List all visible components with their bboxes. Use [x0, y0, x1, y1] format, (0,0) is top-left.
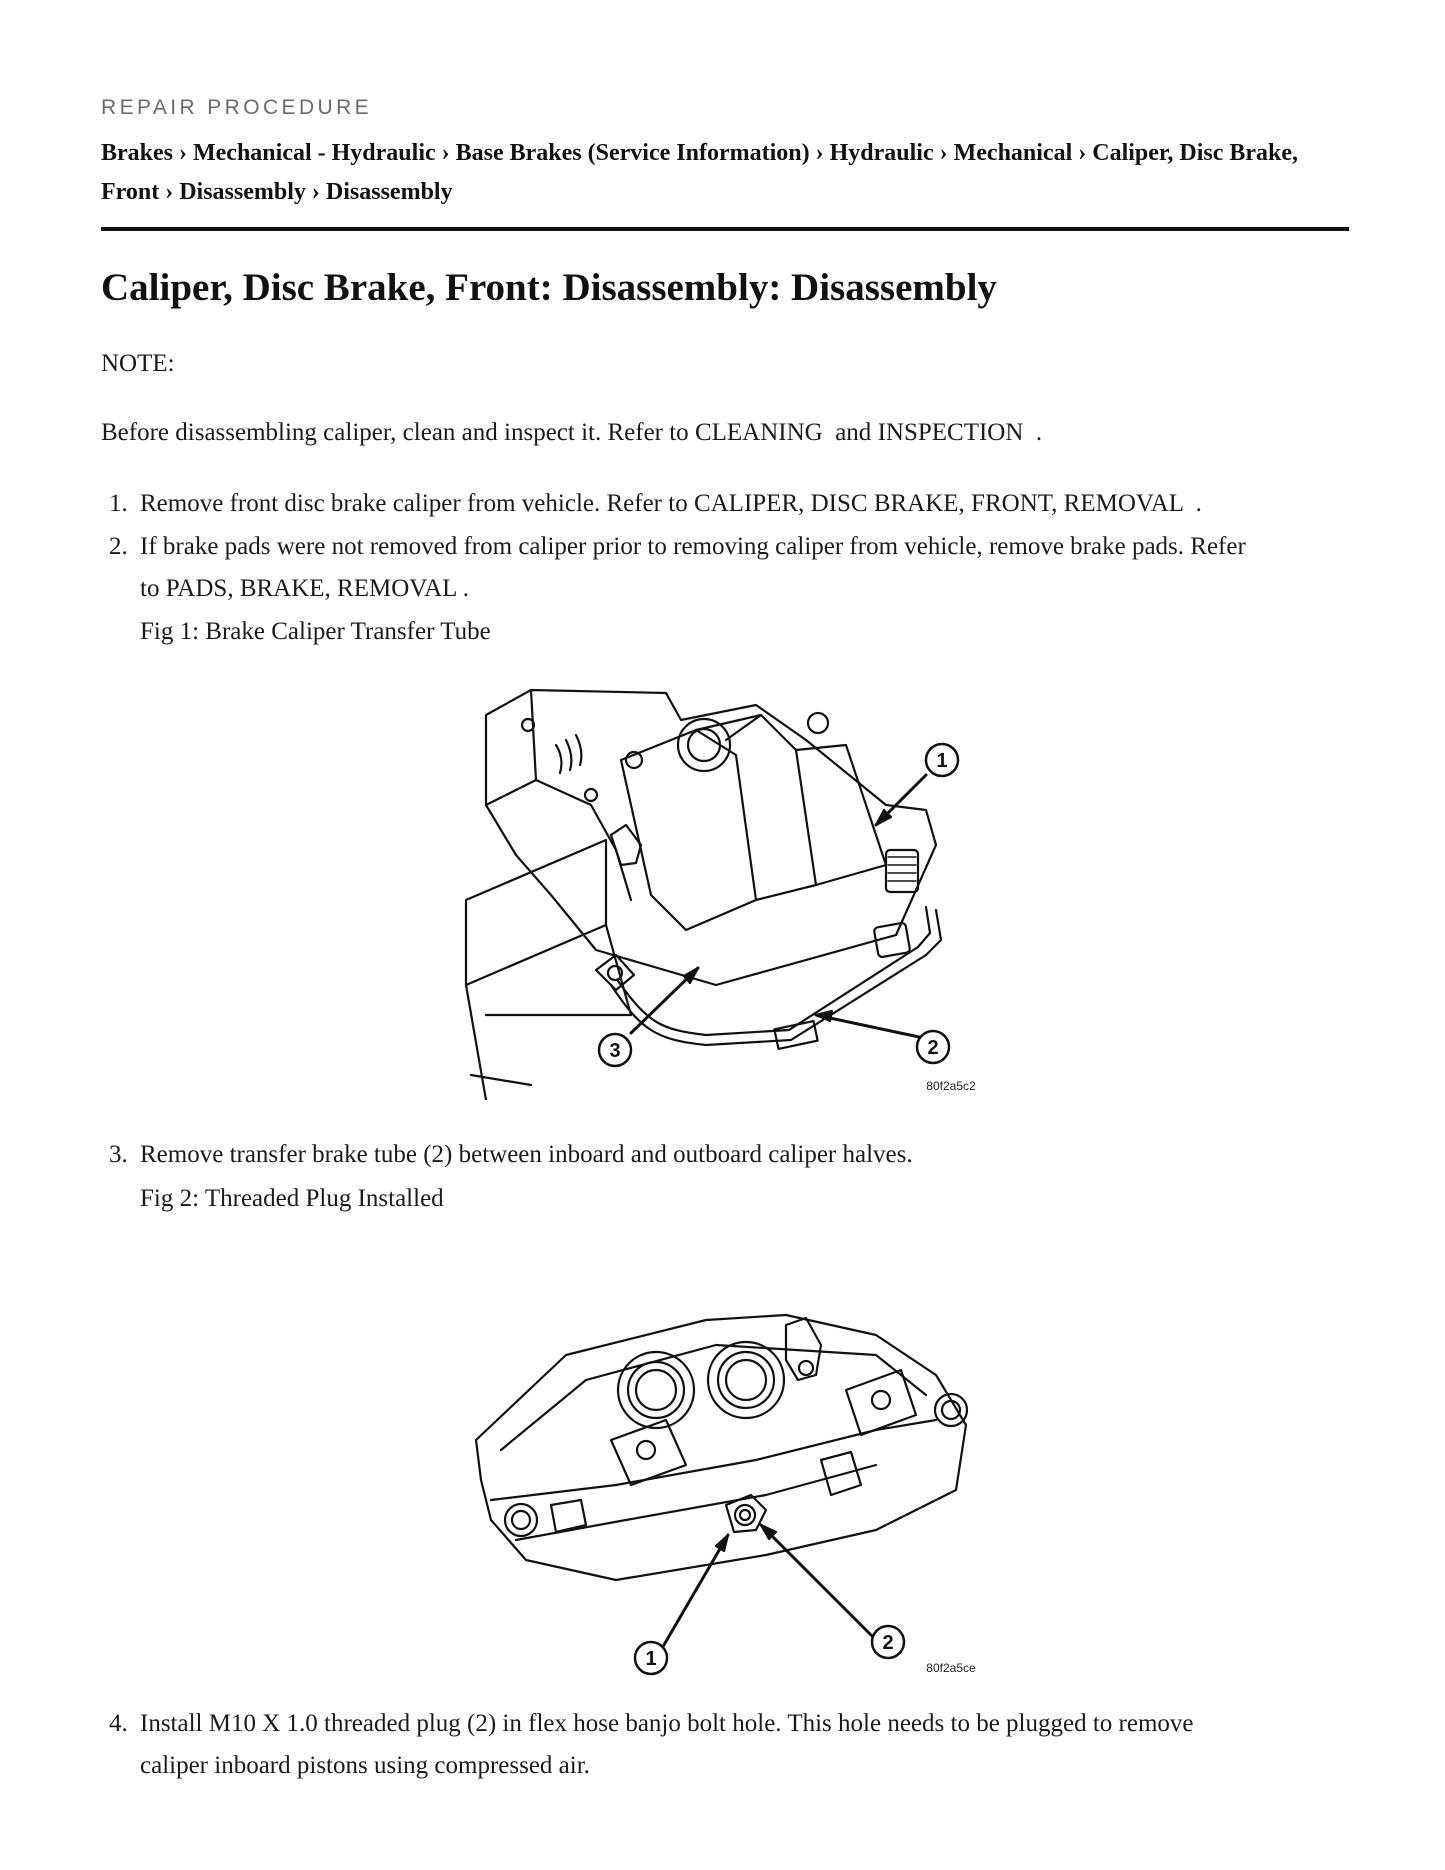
callout-2: 2 — [927, 1037, 939, 1059]
breadcrumb-separator: › — [311, 179, 320, 205]
step-text: Remove transfer brake tube (2) between inboard and outboard caliper halves. — [140, 1141, 913, 1168]
breadcrumb-separator: › — [939, 140, 948, 166]
step-number: 1. — [109, 490, 128, 517]
breadcrumb-separator: › — [179, 140, 187, 166]
callout-2: 2 — [882, 1632, 894, 1654]
figure-2-id: 80f2a5ce — [926, 1661, 976, 1675]
page-title: Caliper, Disc Brake, Front: Disassembly: Disassembly — [101, 266, 997, 309]
breadcrumb-item-disassembly[interactable]: Disassembly — [179, 179, 306, 205]
callout-1: 1 — [936, 750, 948, 772]
breadcrumb-separator: › — [441, 140, 450, 166]
breadcrumb — [101, 134, 1351, 212]
header-divider — [101, 227, 1349, 231]
breadcrumb-separator: › — [165, 179, 174, 205]
note-label: NOTE: — [101, 350, 175, 377]
note-text-mid: and — [822, 419, 878, 446]
step-text: Remove front disc brake caliper from vehicle. Refer to CALIPER, DISC BRAKE, FRONT, REMOVAL . — [140, 490, 1202, 517]
figure-2-image — [456, 1300, 1136, 1680]
breadcrumb-item-hydraulic[interactable]: Hydraulic — [829, 140, 934, 166]
cleaning-link[interactable]: CLEANING — [694, 419, 823, 446]
figure-1-image — [456, 685, 1136, 1100]
figure-2-caption: Fig 2: Threaded Plug Installed — [140, 1185, 444, 1212]
breadcrumb-item-disassembly-current[interactable]: Disassembly — [325, 179, 453, 205]
breadcrumb-separator: › — [815, 140, 824, 166]
step-number: 2. — [109, 533, 128, 560]
step-text-line-1: If brake pads were not removed from caliper prior to removing caliper from vehicle, remove brake pads. Refer — [140, 533, 1246, 560]
figure-1-caption: Fig 1: Brake Caliper Transfer Tube — [140, 618, 491, 645]
section-kicker: REPAIR PROCEDURE — [101, 96, 373, 119]
callout-3: 3 — [609, 1040, 621, 1062]
breadcrumb-item-mechanical[interactable]: Mechanical — [953, 140, 1073, 166]
step-number: 4. — [109, 1710, 128, 1737]
breadcrumb-item-base-brakes[interactable]: Base Brakes (Service Information) — [455, 140, 810, 166]
breadcrumb-item-mechanical-hydraulic[interactable]: Mechanical - Hydraulic — [193, 140, 436, 166]
step-text-line-1: Install M10 X 1.0 threaded plug (2) in flex hose banjo bolt hole. This hole needs to be plugged to remove — [140, 1710, 1194, 1737]
breadcrumb-item-caliper[interactable]: Caliper, Disc Brake, Front — [101, 140, 1299, 205]
inspection-link[interactable]: INSPECTION — [877, 419, 1024, 446]
figure-1-id: 80f2a5c2 — [926, 1079, 976, 1093]
breadcrumb-item-brakes[interactable]: Brakes — [101, 140, 173, 166]
note-text — [101, 419, 1042, 447]
note-text-before: Before disassembling caliper, clean and inspect it. Refer to — [101, 419, 695, 446]
step-text-line-2: caliper inboard pistons using compressed air. — [140, 1752, 590, 1779]
step-number: 3. — [109, 1141, 128, 1168]
note-text-end: . — [1023, 419, 1043, 446]
step-text-line-2: to PADS, BRAKE, REMOVAL . — [140, 575, 470, 602]
callout-1: 1 — [645, 1648, 657, 1670]
breadcrumb-separator: › — [1078, 140, 1087, 166]
